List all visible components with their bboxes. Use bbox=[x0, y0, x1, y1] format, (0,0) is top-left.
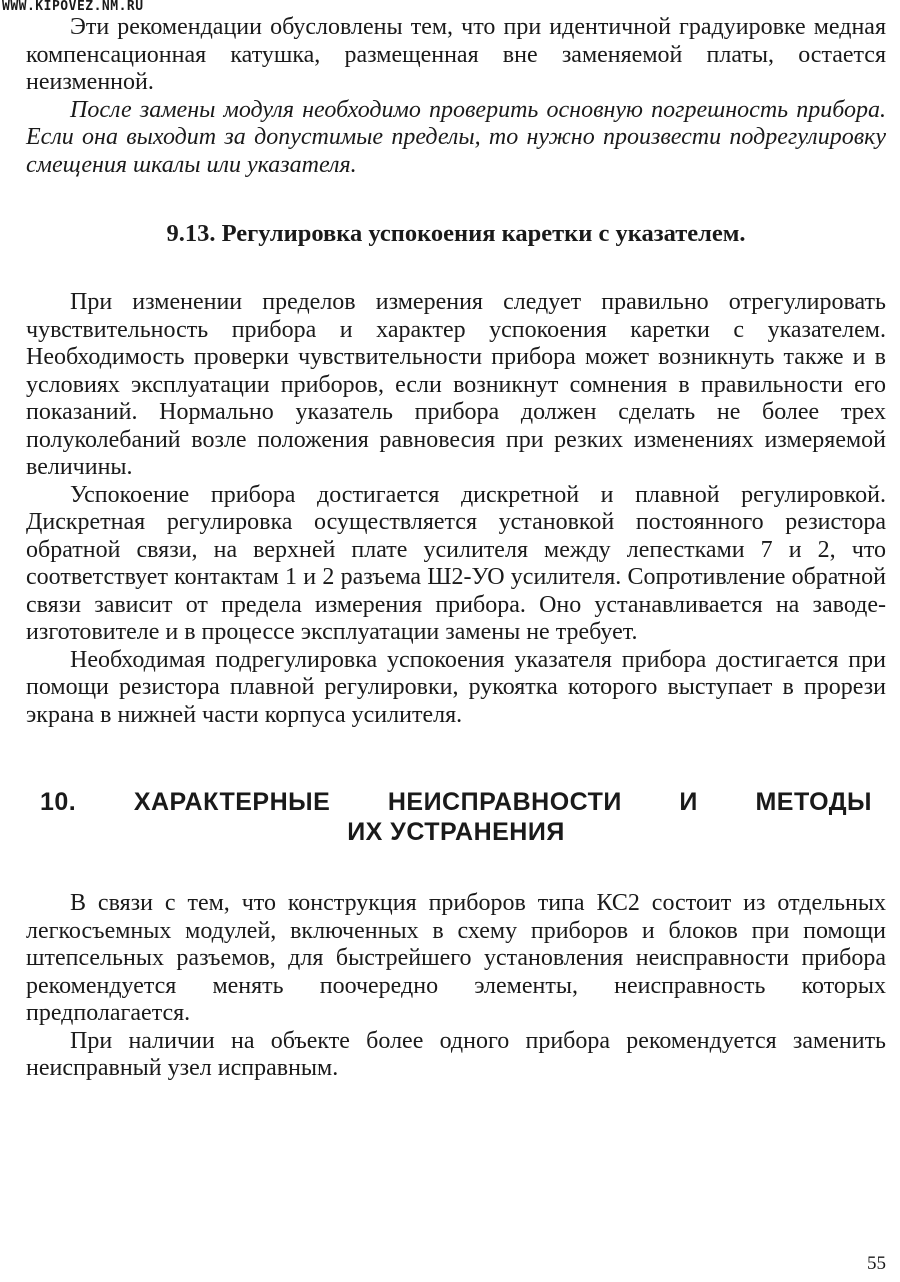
paragraph: Успокоение прибора достигается дискретной и плавной регулировкой. Дискретная регулировка осуществляется установкой постоянного резистора обратной связи, на верхней плате усилителя между лепестками 7 и 2, что соответствует контактам 1 и 2 разъема Ш2-УО усилителя. Сопротивление обратной связи зависит от предела измерения прибора. Оно устанавливается на заводе-изготовителе и в процессе эксплуатации замены не требует. bbox=[26, 481, 886, 645]
section-heading-10-line2: ИХ УСТРАНЕНИЯ bbox=[347, 818, 565, 846]
document-page bbox=[26, 14, 886, 1083]
section-heading-10 bbox=[26, 787, 886, 847]
section-heading-10-line1 bbox=[26, 787, 886, 817]
heading-word: И bbox=[679, 788, 698, 816]
heading-word: 10. bbox=[40, 788, 77, 816]
paragraph: Эти рекомендации обусловлены тем, что при идентичной градуировке медная компенсационная катушка, размещенная вне заменяемой платы, остается неизменной. bbox=[26, 14, 886, 95]
paragraph: При наличии на объекте более одного прибора рекомендуется заменить неисправный узел исправным. bbox=[26, 1027, 886, 1081]
watermark: WWW.KIPOVEZ.NM.RU bbox=[2, 0, 144, 14]
page-number: 55 bbox=[867, 1253, 886, 1274]
heading-word: МЕТОДЫ bbox=[755, 788, 872, 816]
paragraph: После замены модуля необходимо проверить основную погрешность прибора. Если она выходит за допустимые пределы, то нужно произвести подрегулировку смещения шкалы или указателя. bbox=[26, 96, 886, 178]
paragraph: При изменении пределов измерения следует правильно отрегулировать чувствительность прибора и характер успокоения каретки с указателем. Необходимость проверки чувствительности прибора может возникнуть также и в условиях эксплуатации приборов, если возникнут сомнения в правильности его показаний. Нормально указатель прибора должен сделать не более трех полуколебаний возле положения равновесия при резких изменениях измеряемой величины. bbox=[26, 289, 886, 480]
heading-word: ХАРАКТЕРНЫЕ bbox=[133, 788, 331, 816]
section-heading-9-13: 9.13. Регулировка успокоения каретки с указателем. bbox=[166, 220, 746, 247]
heading-word: НЕИСПРАВНОСТИ bbox=[387, 788, 622, 816]
paragraph: Необходимая подрегулировка успокоения указателя прибора достигается при помощи резистора плавной регулировки, рукоятка которого выступает в прорези экрана в нижней части корпуса усилителя. bbox=[26, 646, 886, 728]
paragraph: В связи с тем, что конструкция приборов типа КС2 состоит из отдельных легкосъемных модулей, включенных в схему приборов и блоков при помощи штепсельных разъемов, для быстрейшего установления неисправности прибора рекомендуется менять поочередно элементы, неисправность которых предполагается. bbox=[26, 890, 886, 1026]
